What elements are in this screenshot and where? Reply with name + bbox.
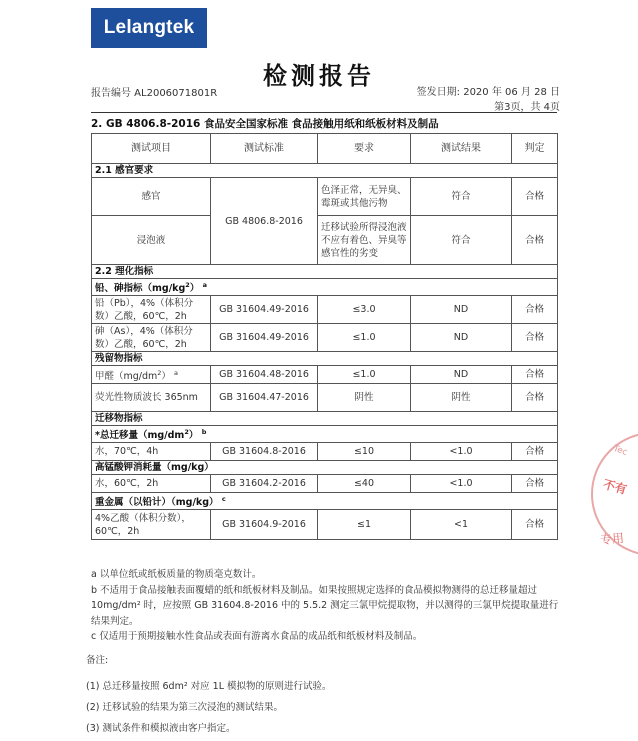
subsection-title-text: *总迁移量（mg/dm <box>95 430 185 442</box>
item-cell: 砷（As），4%（体积分数）乙酸，60℃，2h <box>92 324 211 352</box>
result-cell: 阴性 <box>411 384 512 412</box>
result-cell: ND <box>411 296 512 324</box>
subsection-row <box>92 412 558 426</box>
item-cell: 4%乙酸（体积分数），60℃，2h <box>92 510 211 540</box>
subsection-title: 迁移物指标 <box>92 412 558 426</box>
table-row <box>92 510 558 540</box>
remark-item: (3) 测试条件和模拟液由客户指定。 <box>86 723 236 734</box>
verdict-cell: 合格 <box>512 510 558 540</box>
subsection-title-text: ） <box>189 283 200 295</box>
requirement-cell: ≤1.0 <box>318 324 411 352</box>
footnote-mark: a <box>202 281 208 289</box>
item-cell: 水，70℃，4h <box>92 443 211 461</box>
item-cell: 浸泡液 <box>92 216 211 265</box>
item-cell: 荧光性物质波长 365nm <box>92 384 211 412</box>
requirement-cell: ≤3.0 <box>318 296 411 324</box>
header-cell: 要求 <box>318 134 411 164</box>
result-cell: <1.0 <box>411 443 512 461</box>
subsection-row <box>92 279 558 296</box>
verdict-cell: 合格 <box>512 366 558 384</box>
subsection-title: 高锰酸钾消耗量（mg/kg） <box>92 461 558 475</box>
stamp-text: Tec <box>611 443 629 459</box>
footnote-mark: a <box>173 368 178 377</box>
item-cell: 感官 <box>92 178 211 216</box>
header-cell: 判定 <box>512 134 558 164</box>
footnote-b: b 不适用于食品接触表面覆蜡的纸和纸板材料及制品。如果按照规定选择的食品模拟物测得的总迁移量超过 10mg/dm² 时，应按照 GB 31604.8-2016 中的 5.5.2 测定三氯甲烷提取物，并以测得的三氯甲烷提取量进行结果判定。 <box>91 584 559 627</box>
subsection-row <box>92 426 558 443</box>
remark-item: (1) 总迁移量按照 6dm² 对应 1L 模拟物的原则进行试验。 <box>86 681 332 692</box>
footnote-mark: b <box>201 428 207 437</box>
subsection-title-text: 铅、砷指标（mg/kg <box>95 283 186 295</box>
verdict-cell: 合格 <box>512 443 558 461</box>
footnote-c: c 仅适用于预期接触水性食品或表面有游离水食品的成品纸和纸板材料及制品。 <box>91 631 423 642</box>
subsection-title: 残留物指标 <box>92 352 558 366</box>
standard-cell: GB 31604.8-2016 <box>211 443 318 461</box>
remarks-title: 备注: <box>86 655 109 666</box>
result-cell: ND <box>411 366 512 384</box>
item-cell: 铅（Pb），4%（体积分数）乙酸，60℃，2h <box>92 296 211 324</box>
standard-cell: GB 31604.9-2016 <box>211 510 318 540</box>
table-row <box>92 216 558 265</box>
subsection-row <box>92 265 558 279</box>
header-cell: 测试标准 <box>211 134 318 164</box>
requirement-cell: 色泽正常，无异臭、霉斑或其他污物 <box>318 178 411 216</box>
header-cell: 测试项目 <box>92 134 211 164</box>
table-header-row <box>92 134 558 164</box>
result-cell: <1.0 <box>411 475 512 493</box>
verdict-cell: 合格 <box>512 178 558 216</box>
subsection-row <box>92 461 558 475</box>
superscript: 2 <box>184 428 189 437</box>
remark-item: (2) 迁移试验的结果为第三次浸泡的测试结果。 <box>86 702 283 713</box>
report-number: 报告编号 AL2006071801R <box>91 88 218 99</box>
subsection-title: 2.1 感官要求 <box>92 164 558 178</box>
subsection-title-text: 重金属（以铅计）（mg/kg） <box>95 497 219 509</box>
stamp-text: 不有 <box>601 477 629 497</box>
result-cell: 符合 <box>411 216 512 265</box>
item-text: ） <box>161 370 171 382</box>
table-row <box>92 296 558 324</box>
subsection-row <box>92 352 558 366</box>
table-row <box>92 324 558 352</box>
results-table <box>91 133 558 540</box>
stamp-text: 专用 <box>599 530 625 548</box>
result-cell: ND <box>411 324 512 352</box>
item-cell: 水，60℃，2h <box>92 475 211 493</box>
requirement-cell: ≤10 <box>318 443 411 461</box>
standard-cell: GB 31604.48-2016 <box>211 366 318 384</box>
superscript: 2 <box>185 281 190 289</box>
footnote-mark: c <box>221 495 226 504</box>
footnote-a: a 以单位纸或纸板质量的物质毫克数计。 <box>91 569 262 580</box>
requirement-cell: 迁移试验所得浸泡液不应有着色、异臭等感官性的劣变 <box>318 216 411 265</box>
requirement-cell: ≤40 <box>318 475 411 493</box>
item-cell <box>92 366 211 384</box>
standard-cell: GB 31604.49-2016 <box>211 324 318 352</box>
sign-date: 签发日期: 2020 年 06 月 28 日 <box>416 87 560 98</box>
page-title: 检测报告 <box>263 62 375 90</box>
subsection-row <box>92 164 558 178</box>
verdict-cell: 合格 <box>512 475 558 493</box>
remarks <box>86 652 556 741</box>
footnotes <box>91 567 561 645</box>
subsection-title <box>92 279 558 296</box>
table-row <box>92 475 558 493</box>
verdict-cell: 合格 <box>512 296 558 324</box>
table-row <box>92 443 558 461</box>
requirement-cell: 阴性 <box>318 384 411 412</box>
standard-cell: GB 31604.49-2016 <box>211 296 318 324</box>
table-row <box>92 384 558 412</box>
section-title: 2. GB 4806.8-2016 食品安全国家标准 食品接触用纸和纸板材料及制品 <box>91 118 439 130</box>
requirement-cell: ≤1.0 <box>318 366 411 384</box>
table-row <box>92 366 558 384</box>
verdict-cell: 合格 <box>512 384 558 412</box>
standard-cell: GB 4806.8-2016 <box>211 178 318 265</box>
result-cell: 符合 <box>411 178 512 216</box>
header-cell: 测试结果 <box>411 134 512 164</box>
item-text: 甲醛（mg/dm <box>95 370 158 382</box>
requirement-cell: ≤1 <box>318 510 411 540</box>
result-cell: <1 <box>411 510 512 540</box>
standard-cell: GB 31604.2-2016 <box>211 475 318 493</box>
company-logo: Lelangtek <box>91 8 207 48</box>
subsection-row <box>92 493 558 510</box>
header-divider <box>91 112 557 113</box>
table-row <box>92 178 558 216</box>
verdict-cell: 合格 <box>512 324 558 352</box>
verdict-cell: 合格 <box>512 216 558 265</box>
subsection-title-text: ） <box>188 430 199 442</box>
page-info: 第3页，共 4页 <box>494 102 560 113</box>
standard-cell: GB 31604.47-2016 <box>211 384 318 412</box>
subsection-title <box>92 493 558 510</box>
subsection-title: 2.2 理化指标 <box>92 265 558 279</box>
superscript: 2 <box>157 368 162 377</box>
subsection-title <box>92 426 558 443</box>
